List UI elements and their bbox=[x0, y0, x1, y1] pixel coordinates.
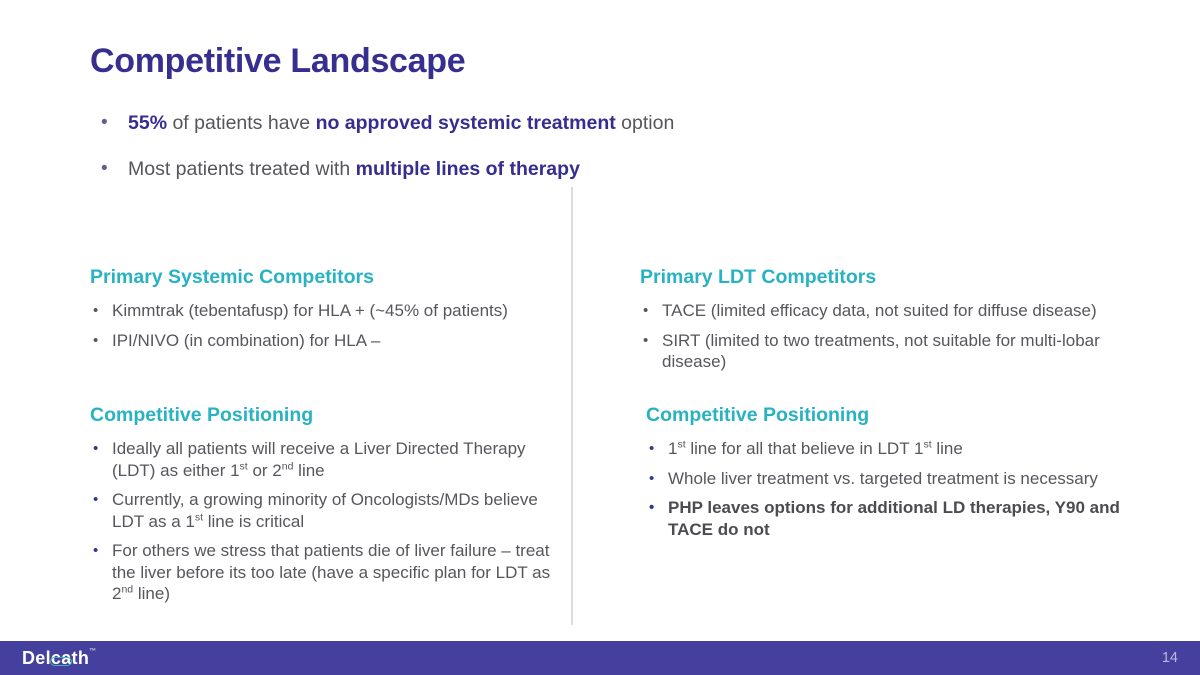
vertical-divider bbox=[571, 187, 573, 625]
list-item: • Whole liver treatment vs. targeted treatment is necessary bbox=[646, 468, 1164, 490]
list-item-text: or 2 bbox=[247, 460, 282, 480]
logo-text: th bbox=[71, 647, 90, 668]
intro-bullet-1-text-1: of patients have bbox=[167, 112, 316, 134]
logo-text: Del bbox=[22, 647, 51, 668]
superscript: st bbox=[239, 459, 248, 472]
trademark-symbol: ™ bbox=[89, 647, 97, 655]
list-item: • IPI/NIVO (in combination) for HLA – bbox=[90, 330, 552, 352]
intro-bullet-1-strong-2: no approved systemic treatment bbox=[315, 112, 616, 134]
list-item-text: line is critical bbox=[203, 511, 305, 531]
section-competitive-positioning-left bbox=[90, 404, 552, 613]
list-item bbox=[646, 438, 1164, 460]
list-item-text: line bbox=[293, 460, 325, 480]
superscript: nd bbox=[281, 459, 294, 472]
footer-bar bbox=[0, 641, 1200, 675]
intro-bullet-1 bbox=[98, 110, 674, 136]
list-item-text: line for all that believe in LDT 1 bbox=[685, 439, 924, 458]
list-item: • PHP leaves options for additional LD therapies, Y90 and TACE do not bbox=[646, 497, 1164, 540]
list-item bbox=[90, 540, 552, 605]
superscript: st bbox=[677, 438, 686, 451]
list-item: • TACE (limited efficacy data, not suited for diffuse disease) bbox=[640, 300, 1162, 322]
section-heading: Competitive Positioning bbox=[646, 404, 870, 426]
section-primary-ldt-competitors bbox=[640, 266, 1162, 381]
list-item-text: Currently, a growing minority of Oncologists/MDs believe LDT as a 1 bbox=[112, 490, 538, 531]
list-item-text: Ideally all patients will receive a Liver Directed Therapy (LDT) as either 1 bbox=[112, 439, 526, 480]
list-item bbox=[90, 489, 552, 532]
list-item-text: For others we stress that patients die of liver failure – treat the liver before its too late (have a specific plan for LDT as 2 bbox=[112, 541, 551, 603]
logo-ca-swirl-icon: ca bbox=[50, 647, 72, 668]
section-heading: Competitive Positioning bbox=[90, 404, 314, 426]
intro-bullet-2 bbox=[98, 156, 674, 182]
list-item: • SIRT (limited to two treatments, not suitable for multi-lobar disease) bbox=[640, 330, 1162, 373]
intro-bullet-1-text-2: option bbox=[615, 112, 675, 134]
superscript: nd bbox=[121, 583, 134, 596]
intro-bullet-2-strong-1: multiple lines of therapy bbox=[355, 158, 580, 180]
list-item: • Kimmtrak (tebentafusp) for HLA + (~45% of patients) bbox=[90, 300, 552, 322]
intro-bullet-1-strong-1: 55% bbox=[128, 112, 168, 134]
section-primary-systemic-competitors bbox=[90, 266, 552, 359]
section-heading: Primary Systemic Competitors bbox=[90, 266, 374, 288]
list-item-text: 1 bbox=[668, 439, 678, 458]
page-number: 14 bbox=[1161, 650, 1178, 666]
delcath-logo bbox=[22, 648, 96, 669]
intro-bullet-2-text-1: Most patients treated with bbox=[128, 158, 356, 180]
list-item-text: line) bbox=[133, 584, 171, 603]
list-item-text: line bbox=[931, 439, 963, 458]
list-item bbox=[90, 438, 552, 481]
section-competitive-positioning-right bbox=[646, 404, 1164, 548]
superscript: st bbox=[923, 438, 932, 451]
page-title: Competitive Landscape bbox=[90, 42, 466, 80]
superscript: st bbox=[194, 510, 204, 523]
intro-bullets bbox=[98, 110, 674, 202]
section-heading: Primary LDT Competitors bbox=[640, 266, 877, 288]
